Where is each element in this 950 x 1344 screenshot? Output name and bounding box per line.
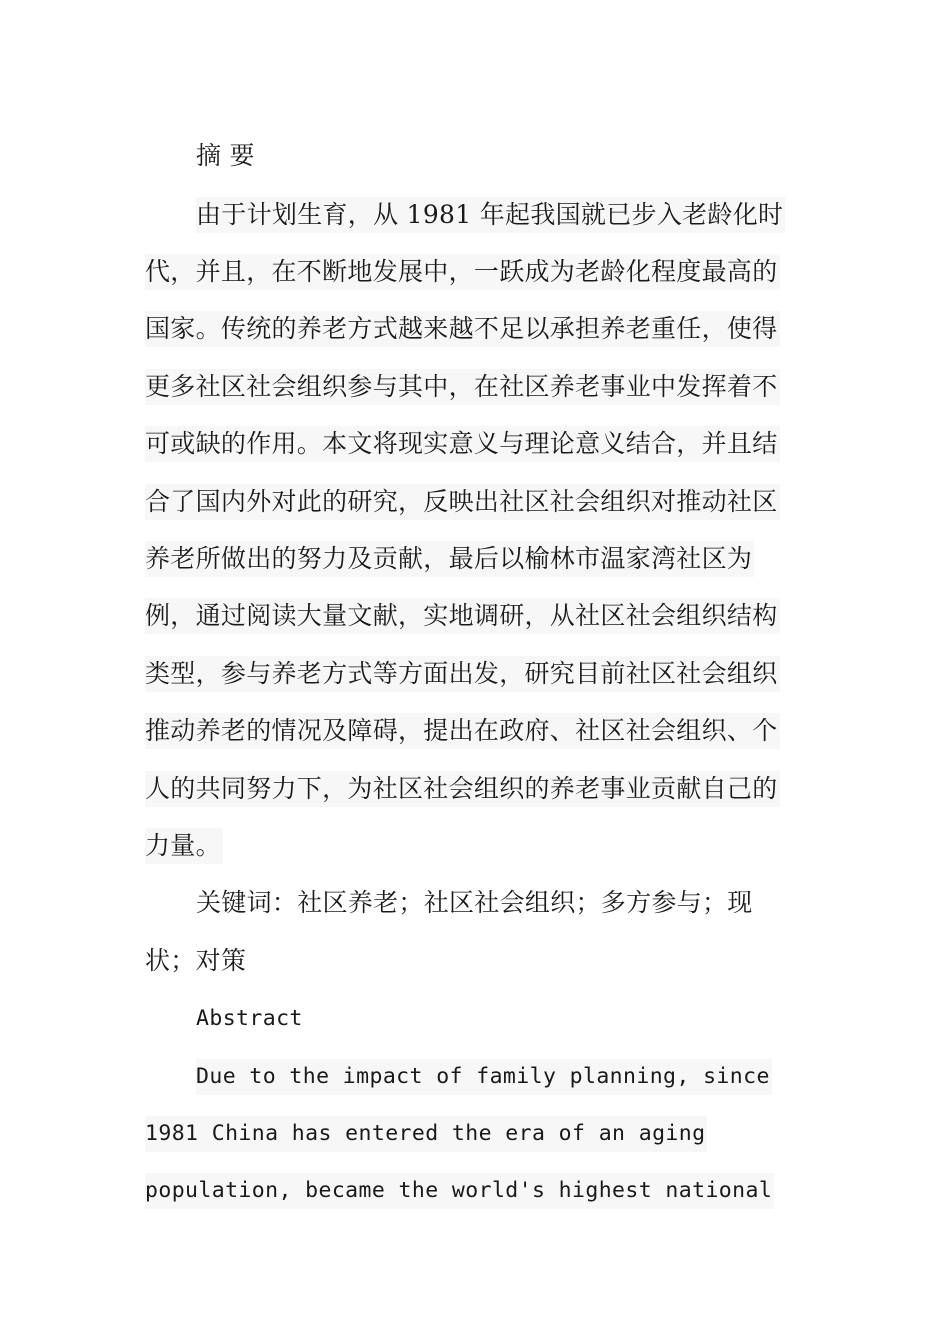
abstract-cn-line: 类型，参与养老方式等方面出发，研究目前社区社会组织 (145, 656, 780, 692)
abstract-heading-en: Abstract (196, 1006, 303, 1031)
keywords-line: 关键词：社区养老；社区社会组织；多方参与；现 (196, 888, 753, 917)
abstract-cn-line: 力量。 (145, 828, 223, 864)
abstract-cn-line: 国家。传统的养老方式越来越不足以承担养老重任，使得 (145, 311, 780, 347)
abstract-en-line: Due to the impact of family planning, since (196, 1059, 772, 1095)
abstract-en-line: population, became the world's highest national (145, 1173, 774, 1209)
abstract-cn-line: 养老所做出的努力及贡献，最后以榆林市温家湾社区为 (145, 541, 754, 577)
abstract-cn-line: 可或缺的作用。本文将现实意义与理论意义结合，并且结 (145, 426, 780, 462)
abstract-heading-cn: 摘 要 (196, 141, 255, 170)
abstract-cn-line: 更多社区社会组织参与其中，在社区养老事业中发挥着不 (145, 369, 780, 405)
abstract-cn-line: 由于计划生育，从 1981 年起我国就已步入老龄化时 (196, 197, 785, 233)
abstract-en-line: 1981 China has entered the era of an aging (145, 1116, 707, 1152)
abstract-cn-line: 推动养老的情况及障碍，提出在政府、社区社会组织、个 (145, 713, 780, 749)
abstract-cn-line: 人的共同努力下，为社区社会组织的养老事业贡献自己的 (145, 771, 780, 807)
abstract-cn-line: 例，通过阅读大量文献，实地调研，从社区社会组织结构 (145, 598, 780, 634)
abstract-cn-line: 代，并且，在不断地发展中，一跃成为老龄化程度最高的 (145, 254, 780, 290)
abstract-cn-line: 合了国内外对此的研究，反映出社区社会组织对推动社区 (145, 484, 780, 520)
keywords-line: 状；对策 (145, 946, 247, 975)
